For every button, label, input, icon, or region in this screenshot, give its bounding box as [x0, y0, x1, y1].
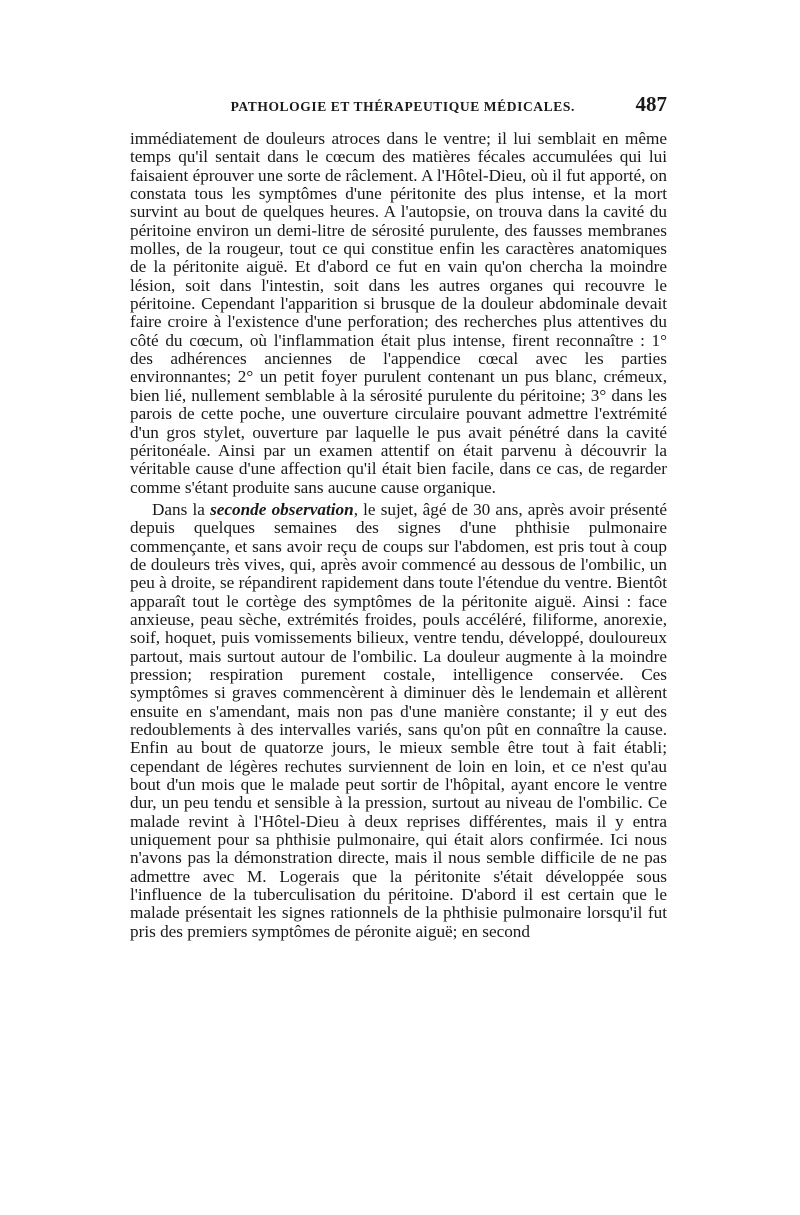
paragraph-second-lead: Dans la [152, 499, 211, 519]
running-head [130, 92, 667, 122]
observation-emphasis: seconde observation [210, 499, 354, 519]
paragraph-first: immédiatement de douleurs atroces dans le ventre; il lui semblait en même temps qu'il sentait dans le cœcum des matières fécales accumulées qui lui faisaient éprouver une sorte de râclement. A l'Hôtel-Dieu, où il fut apporté, on constata tous les symptômes d'une péritonite des plus intense, et la mort survint au bout de quelques heures. A l'autopsie, on trouva dans la cavité du péritoine environ un demi-litre de sérosité purulente, des fausses membranes molles, de la rougeur, tout ce qui constitue enfin les caractères anatomiques de la péritonite aiguë. Et d'abord ce fut en vain qu'on chercha la moindre lésion, soit dans l'intestin, soit dans les autres organes qui recouvre le péritoine. Cependant l'apparition si brusque de la douleur abdominale devait faire croire à l'existence d'une perforation; des recherches plus attentives du côté du cœcum, où l'inflammation était plus intense, firent reconnaître : 1° des adhérences anciennes de l'appendice cœcal avec les parties environnantes; 2° un petit foyer purulent contenant un pus blanc, crémeux, bien lié, nullement semblable à la sérosité purulente du péritoine; 3° dans les parois de cette poche, une ouverture circulaire pouvant admettre l'extrémité d'un gros stylet, ouverture par laquelle le pus avait pénétré dans la cavité péritonéale. Ainsi par un examen attentif on était parvenu à découvrir la véritable cause d'une affection qu'il était bien facile, dans ce cas, de regarder comme s'étant produite sans aucune cause organique. [130, 129, 667, 497]
body-text [130, 130, 667, 941]
book-page [130, 92, 667, 941]
running-title: PATHOLOGIE ET THÉRAPEUTIQUE MÉDICALES. [230, 99, 575, 114]
page-number: 487 [635, 92, 667, 116]
paragraph-second [130, 501, 667, 941]
paragraph-second-rest: , le sujet, âgé de 30 ans, après avoir présenté depuis quelques semaines des signes d'une phthisie pulmonaire commençante, et sans avoir reçu de coups sur l'abdomen, est pris tout à coup de douleurs très vives, qui, après avoir commencé au dessous de l'ombilic, un peu à droite, se répandirent rapidement dans toute l'étendue du ventre. Bientôt apparaît tout le cortège des symptômes de la péritonite aiguë. Ainsi : face anxieuse, peau sèche, extrémités froides, pouls accéléré, filiforme, anorexie, soif, hoquet, puis vomissements bilieux, ventre tendu, développé, douloureux partout, mais surtout autour de l'ombilic. La douleur augmente à la moindre pression; respiration purement costale, intelligence conservée. Ces symptômes si graves commencèrent à diminuer dès le lendemain et allèrent ensuite en s'amendant, mais non pas d'une manière constante; il y eut des redoublements à des intervalles variés, sans qu'on pût en connaître la cause. Enfin au bout de quatorze jours, le mieux semble être tout à fait établi; cependant de légères rechutes surviennent de loin en loin, et ce n'est qu'au bout d'un mois que le malade peut sortir de l'hôpital, ayant encore le ventre dur, un peu tendu et sensible à la pression, surtout au niveau de l'ombilic. Ce malade revint à l'Hôtel-Dieu à deux reprises différentes, mais il y entra uniquement pour sa phthisie pulmonaire, qui était alors confirmée. Ici nous n'avons pas la démonstration directe, mais il nous semble difficile de ne pas admettre avec M. Logerais que la péritonite s'était développée sous l'influence de la tuberculisation du péritoine. D'abord il est certain que le malade présentait les signes rationnels de la phthisie pulmonaire lorsqu'il fut pris des premiers symptômes de péronite aiguë; en second [130, 499, 667, 941]
